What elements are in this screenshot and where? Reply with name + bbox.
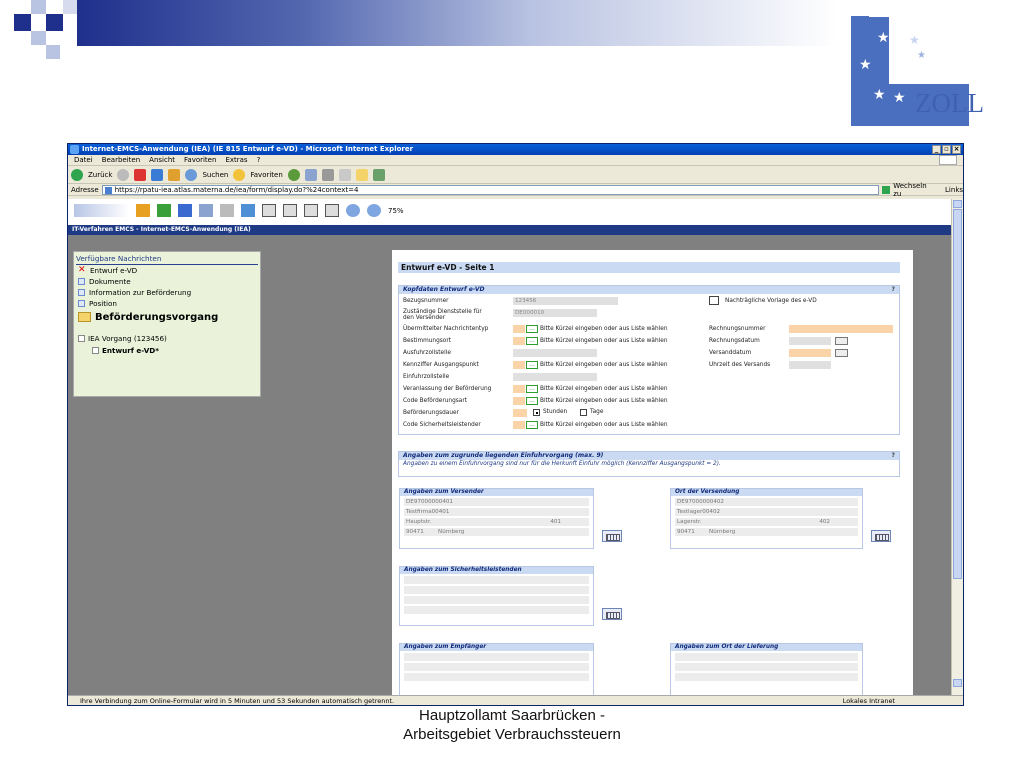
zoom-in-icon[interactable] [346, 204, 360, 217]
svg-text:★: ★ [893, 90, 906, 106]
page-1-icon[interactable] [262, 204, 276, 217]
save-icon[interactable] [178, 204, 192, 217]
bestimmungsort-field[interactable] [513, 337, 525, 345]
zoom-level: 75% [388, 206, 404, 215]
address-label: Adresse [71, 185, 99, 194]
label-bestimmungsort: Bestimmungsort [403, 338, 451, 344]
code-befoerderungsart-field[interactable] [513, 397, 525, 405]
refresh-icon[interactable] [151, 169, 163, 181]
deco-square [14, 14, 31, 31]
print-icon[interactable] [322, 169, 334, 181]
nachrichtentyp-field[interactable] [513, 325, 525, 333]
menu-extras[interactable]: Extras [225, 156, 248, 164]
rechnungsnummer-field[interactable] [789, 325, 893, 333]
tree-node-entwurf[interactable] [78, 344, 260, 356]
radio-tage[interactable] [580, 409, 587, 416]
mail-icon[interactable] [305, 169, 317, 181]
label-bezugsnummer: Bezugsnummer [403, 298, 449, 304]
windows-logo-icon [939, 155, 957, 165]
nachtraeglich-checkbox[interactable] [709, 296, 719, 305]
ie-icon [70, 145, 79, 154]
svg-text:★: ★ [895, 24, 908, 40]
process-tree [74, 332, 260, 356]
zoom-out-icon[interactable] [367, 204, 381, 217]
menu-datei[interactable]: Datei [74, 156, 93, 164]
lieferort-field[interactable] [675, 663, 858, 671]
help-icon[interactable]: ? [891, 452, 895, 459]
einfuhr-info-text: Angaben zu einem Einfuhrvorgang sind nur für die Herkunft Einfuhr möglich (Kennziffer Ausgangspunkt = 2). [403, 461, 721, 467]
form-page [392, 250, 913, 699]
ort-id-field[interactable]: DE97000000402 [675, 498, 858, 506]
svg-text:★: ★ [877, 30, 890, 46]
dienststelle-field[interactable]: DE000010 [513, 309, 597, 317]
app-toolbar [68, 199, 953, 225]
sicherheit-lookup-button[interactable] [602, 608, 622, 620]
kennziffer-field[interactable] [513, 361, 525, 369]
label-stunden: Stunden [543, 409, 568, 415]
scroll-down-arrow-icon[interactable] [953, 679, 962, 687]
home-icon[interactable] [168, 169, 180, 181]
forward-arrow-icon[interactable] [117, 169, 129, 181]
section-kopfdaten [398, 285, 900, 435]
ausfuhrzollstelle-field[interactable] [513, 349, 597, 357]
empfaenger-field[interactable] [404, 673, 589, 681]
label-befoerderungsdauer: Beförderungsdauer [403, 410, 459, 416]
favorites-button-label[interactable]: Favoriten [250, 170, 283, 179]
code-sicherheitsleistender-field[interactable] [513, 421, 525, 429]
ort-street-field[interactable]: Lagerstr. 402 [675, 518, 858, 526]
radio-stunden[interactable] [533, 409, 540, 416]
section-title: Ort der Versendung [671, 489, 862, 496]
delete-x-icon[interactable]: ✕ [78, 265, 86, 275]
label-nachrichtentyp: Übermittelter Nachrichtentyp [403, 326, 489, 332]
zoll-logo [849, 14, 1015, 126]
section-empfaenger [399, 643, 594, 699]
document-icon [78, 300, 85, 307]
tree-node-label: Entwurf e-VD* [102, 345, 160, 355]
browser-toolbar [68, 166, 963, 184]
deco-square [46, 14, 63, 31]
sicherheit-field[interactable] [404, 576, 589, 584]
back-arrow-icon[interactable] [71, 169, 83, 181]
tree-toggle-icon[interactable] [78, 335, 85, 342]
scroll-thumb[interactable] [953, 209, 962, 579]
veranlassung-field[interactable] [513, 385, 525, 393]
code-sicherheitsleistender-picker[interactable]: ... [526, 421, 538, 429]
messenger-icon[interactable] [373, 169, 385, 181]
maximize-button[interactable]: ▫ [942, 145, 951, 154]
svg-text:★: ★ [917, 50, 926, 61]
favorites-star-icon[interactable] [233, 169, 245, 181]
versender-street-field[interactable]: Hauptstr. 401 [404, 518, 589, 526]
ort-city-field[interactable]: 90471 Nürnberg [675, 528, 858, 536]
nav-item-label: Beförderungsvorgang [95, 311, 219, 323]
section-title: Angaben zum Ort der Lieferung [671, 644, 862, 651]
empfaenger-field[interactable] [404, 653, 589, 661]
tree-toggle-icon[interactable] [92, 347, 99, 354]
deco-square [31, 31, 46, 45]
search-icon[interactable] [185, 169, 197, 181]
window-title: Internet-EMCS-Anwendung (IEA) (IE 815 Entwurf e-VD) - Microsoft Internet Explorer [82, 145, 414, 153]
nav-item-label: Entwurf e-VD [90, 266, 138, 275]
section-heading [399, 452, 899, 460]
links-button[interactable]: Links [945, 185, 964, 194]
label-rechnungsdatum: Rechnungsdatum [709, 338, 760, 344]
label-veranlassung: Veranlassung der Beförderung [403, 386, 492, 392]
svg-text:★: ★ [909, 33, 920, 47]
document-icon [78, 278, 85, 285]
menu-help[interactable]: ? [256, 156, 261, 164]
page-2-icon[interactable] [283, 204, 297, 217]
vertical-scrollbar[interactable] [951, 199, 963, 699]
label-kennziffer: Kennziffer Ausgangspunkt [403, 362, 479, 368]
window-titlebar [68, 144, 963, 155]
edit-icon[interactable] [339, 169, 351, 181]
page-icon [105, 187, 112, 194]
page-title: Entwurf e-VD - Seite 1 [398, 262, 900, 273]
deco-square [46, 45, 60, 59]
edit-pen-icon[interactable] [220, 204, 234, 217]
section-title: Angaben zum Sicherheitsleistenden [400, 567, 593, 574]
nav-item-label: Information zur Beförderung [89, 288, 192, 297]
kennziffer-picker[interactable]: ... [526, 361, 538, 369]
versender-city-field[interactable]: 90471 Nürnberg [404, 528, 589, 536]
nav-item-dokumente[interactable] [74, 276, 260, 287]
home-icon[interactable] [136, 204, 150, 217]
ort-name-field[interactable]: Testlager00402 [675, 508, 858, 516]
ort-lookup-button[interactable] [871, 530, 891, 542]
page-3-icon[interactable] [304, 204, 318, 217]
new-message-icon[interactable] [157, 204, 171, 217]
section-title: Angaben zum zugrunde liegenden Einfuhrvorgang (max. 9) [403, 452, 604, 459]
label-dienststelle-1: Zuständige Dienststelle für [403, 309, 482, 315]
bestimmungsort-picker[interactable]: ... [526, 337, 538, 345]
bezugsnummer-field[interactable]: 123456 [513, 297, 618, 305]
caption-line-1: Hauptzollamt Saarbrücken - [419, 707, 605, 724]
app-main-area [68, 235, 953, 699]
nav-item-label: Dokumente [89, 277, 131, 286]
section-lieferort [670, 643, 863, 699]
section-versender [399, 488, 594, 549]
calendar-icon[interactable] [835, 349, 848, 357]
address-url: https://rpatu-iea.atlas.materna.de/iea/form/display.do?%24context=4 [114, 185, 359, 194]
document-icon [78, 289, 85, 296]
caption-line-2: Arbeitsgebiet Verbrauchssteuern [403, 726, 621, 743]
section-ort-versendung [670, 488, 863, 549]
label-tage: Tage [590, 409, 604, 415]
address-bar [68, 181, 964, 198]
section-title: Angaben zum Versender [400, 489, 593, 496]
code-befoerderungsart-picker[interactable]: ... [526, 397, 538, 405]
status-text: Ihre Verbindung zum Online-Formular wird in 5 Minuten und 53 Sekunden automatisch getrennt. [80, 697, 395, 705]
versender-id-field[interactable]: DE97000000401 [404, 498, 589, 506]
nav-item-befoerderungsvorgang[interactable] [74, 309, 260, 325]
lieferort-field[interactable] [675, 673, 858, 681]
slide-caption [0, 706, 1024, 744]
veranlassung-picker[interactable]: ... [526, 385, 538, 393]
title-stripe [77, 0, 837, 46]
versanddatum-field[interactable] [789, 349, 831, 357]
check-icon[interactable] [241, 204, 255, 217]
tree-node-vorgang[interactable] [78, 332, 260, 344]
hint-text: Bitte Kürzel eingeben oder aus Liste wählen [540, 362, 668, 368]
menu-favoriten[interactable]: Favoriten [184, 156, 217, 164]
svg-text:★: ★ [859, 57, 872, 73]
calendar-icon[interactable] [835, 337, 848, 345]
hint-text: Bitte Kürzel eingeben oder aus Liste wählen [540, 398, 668, 404]
ie-browser-window [67, 143, 964, 706]
section-sicherheitsleistender [399, 566, 594, 626]
hint-text: Bitte Kürzel eingeben oder aus Liste wählen [540, 386, 668, 392]
label-code-sicherheitsleistender: Code Sicherheitsleistender [403, 422, 481, 428]
label-rechnungsnummer: Rechnungsnummer [709, 326, 766, 332]
nav-heading: Verfügbare Nachrichten [76, 254, 258, 265]
section-title: Angaben zum Empfänger [400, 644, 593, 651]
label-uhrzeit: Uhrzeit des Versands [709, 362, 771, 368]
address-input[interactable] [102, 185, 880, 195]
nachrichtentyp-picker[interactable]: ... [526, 325, 538, 333]
section-einfuhrvorgang [398, 451, 900, 477]
einfuhrzollstelle-field[interactable] [513, 373, 597, 381]
go-arrow-icon[interactable] [882, 186, 890, 194]
scroll-up-arrow-icon[interactable] [953, 200, 962, 208]
label-nachtraeglich: Nachträgliche Vorlage des e-VD [725, 298, 817, 304]
sicherheit-field[interactable] [404, 606, 589, 614]
search-button-label[interactable]: Suchen [202, 170, 229, 179]
media-icon[interactable] [288, 169, 300, 181]
label-ausfuhrzollstelle: Ausfuhrzollstelle [403, 350, 451, 356]
status-zone: Lokales Intranet [842, 697, 895, 705]
nav-panel [73, 251, 261, 397]
logo-text: ZOLL [915, 88, 984, 118]
label-einfuhrzollstelle: Einfuhrzollstelle [403, 374, 450, 380]
sicherheit-field[interactable] [404, 586, 589, 594]
label-dienststelle-2: den Versender [403, 315, 446, 321]
folder-icon[interactable] [356, 169, 368, 181]
page-4-icon[interactable] [325, 204, 339, 217]
nav-item-position[interactable] [74, 298, 260, 309]
hint-text: Bitte Kürzel eingeben oder aus Liste wählen [540, 422, 668, 428]
close-window-button[interactable]: × [953, 145, 960, 153]
section-heading [399, 286, 899, 294]
status-bar [68, 695, 964, 706]
versender-lookup-button[interactable] [602, 530, 622, 542]
minimize-button[interactable]: _ [932, 145, 941, 154]
rechnungsdatum-field[interactable] [789, 337, 831, 345]
deco-square [63, 0, 77, 14]
stop-icon[interactable] [134, 169, 146, 181]
nav-item-entwurf[interactable] [74, 265, 260, 276]
open-folder-icon [78, 312, 91, 322]
nav-item-label: Position [89, 299, 117, 308]
svg-text:★: ★ [873, 87, 886, 103]
app-title-strip: IT-Verfahren EMCS - Internet-EMCS-Anwendung (IEA) [68, 225, 953, 235]
versender-name-field[interactable]: Testfirma00401 [404, 508, 589, 516]
hint-text: Bitte Kürzel eingeben oder aus Liste wählen [540, 326, 668, 332]
befoerderungsdauer-field[interactable] [513, 409, 527, 417]
help-icon[interactable]: ? [891, 286, 895, 293]
deco-square [31, 0, 46, 14]
undo-icon[interactable] [199, 204, 213, 217]
sicherheit-field[interactable] [404, 596, 589, 604]
tree-node-label: IEA Vorgang (123456) [88, 333, 167, 343]
uhrzeit-field[interactable] [789, 361, 831, 369]
empfaenger-field[interactable] [404, 663, 589, 671]
nav-item-information[interactable] [74, 287, 260, 298]
menu-bearbeiten[interactable]: Bearbeiten [101, 156, 141, 164]
label-versanddatum: Versanddatum [709, 350, 752, 356]
section-title: Kopfdaten Entwurf e-VD [403, 286, 485, 293]
menu-ansicht[interactable]: Ansicht [149, 156, 176, 164]
back-button-label[interactable]: Zurück [88, 170, 113, 179]
label-code-befoerderungsart: Code Beförderungsart [403, 398, 467, 404]
go-button[interactable]: Wechseln zu [893, 181, 927, 198]
emcs-logo-icon [74, 204, 129, 217]
lieferort-field[interactable] [675, 653, 858, 661]
hint-text: Bitte Kürzel eingeben oder aus Liste wählen [540, 338, 668, 344]
menubar [68, 155, 963, 166]
